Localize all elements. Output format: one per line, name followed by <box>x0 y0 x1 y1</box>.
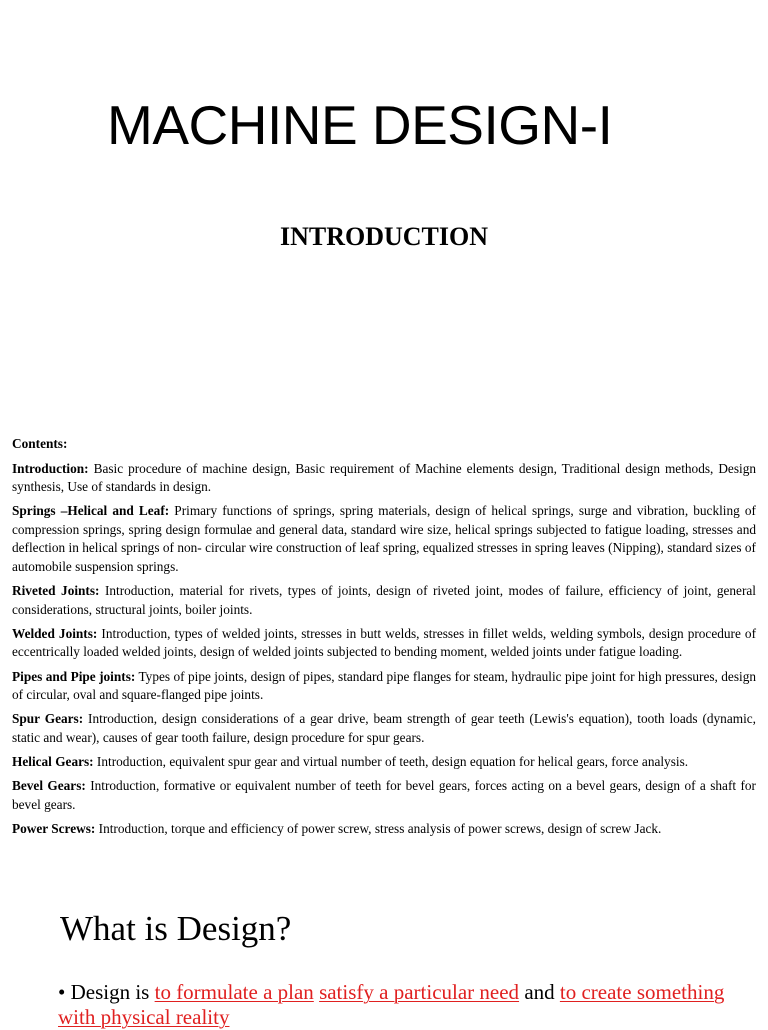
topic-name: Helical Gears: <box>12 753 94 769</box>
topic-introduction <box>12 460 756 497</box>
contents-section <box>12 435 756 844</box>
topic-helical-gears <box>12 753 756 772</box>
topic-bevel-gears <box>12 777 756 814</box>
highlight-formulate-plan: to formulate a plan <box>154 980 314 1004</box>
topic-power-screws <box>12 820 756 839</box>
topic-springs <box>12 502 756 576</box>
topic-text: Introduction, design considerations of a gear drive, beam strength of gear teeth (Lewis's equation), tooth loads (dynamic, static and wear), causes of gear tooth failure, design procedure for spur gears. <box>12 711 756 745</box>
topic-name: Spur Gears: <box>12 711 84 727</box>
topic-text: Introduction, material for rivets, types of joints, design of riveted joint, modes of failure, efficiency of joint, general considerations, structural joints, boiler joints. <box>12 583 756 617</box>
topic-name: Bevel Gears: <box>12 778 86 793</box>
topic-text: Introduction, formative or equivalent number of teeth for bevel gears, forces acting on a bevel gears, design of a shaft for bevel gears. <box>12 778 756 812</box>
topic-text: Introduction, equivalent spur gear and virtual number of teeth, design equation for helical gears, force analysis. <box>93 753 689 769</box>
topic-text: Primary functions of springs, spring materials, design of helical springs, surge and vibration, buckling of compression springs, spring design formulae and general data, standard wire size, helical springs subjected to fatigue loading, stresses and deflection in helical springs of non- circular wire construction of leaf spring, equalized stresses in spring leaves (Nipping), standard sizes of automobile suspension springs. <box>12 503 756 575</box>
highlight-create-something: to create something with physical reality <box>58 980 725 1029</box>
contents-label: Contents: <box>12 436 68 451</box>
topic-name: Springs –Helical and Leaf: <box>12 503 170 519</box>
topic-text: Types of pipe joints, design of pipes, standard pipe flanges for steam, hydraulic pipe joint for high pressures, design of circular, oval and square-flanged pipe joints. <box>12 668 756 703</box>
topic-name: Riveted Joints: <box>12 583 100 599</box>
topic-spur-gears <box>12 710 756 747</box>
topic-name: Introduction: <box>12 460 89 476</box>
topic-name: Power Screws: <box>12 820 96 836</box>
bullet-marker: • <box>58 980 66 1004</box>
page-title: MACHINE DESIGN-I <box>107 94 613 156</box>
topic-text: Basic procedure of machine design, Basic requirement of Machine elements design, Traditional design methods, Design synthesis, Use of standards in design. <box>12 460 756 495</box>
topic-text: Introduction, types of welded joints, stresses in butt welds, stresses in fillet welds, welding symbols, design procedure of eccentrically loaded welded joints, design of welded joints subjected to bending moment, welded joints under fatigue loading. <box>12 625 757 660</box>
bullet-mid-text: and <box>519 980 560 1004</box>
topic-name: Pipes and Pipe joints: <box>12 668 136 684</box>
section-heading-introduction: INTRODUCTION <box>279 222 489 251</box>
topic-pipes <box>12 668 756 705</box>
what-is-design-heading: What is Design? <box>60 909 292 948</box>
highlight-satisfy-need: satisfy a particular need <box>319 980 520 1004</box>
topic-text: Introduction, torque and efficiency of power screw, stress analysis of power screws, design of screw Jack. <box>95 820 662 836</box>
bullet-lead-text: Design is <box>65 980 155 1004</box>
topic-riveted-joints <box>12 582 756 619</box>
topic-name: Welded Joints: <box>12 625 98 641</box>
design-definition-bullet <box>58 980 758 1030</box>
topic-welded-joints <box>12 625 756 662</box>
